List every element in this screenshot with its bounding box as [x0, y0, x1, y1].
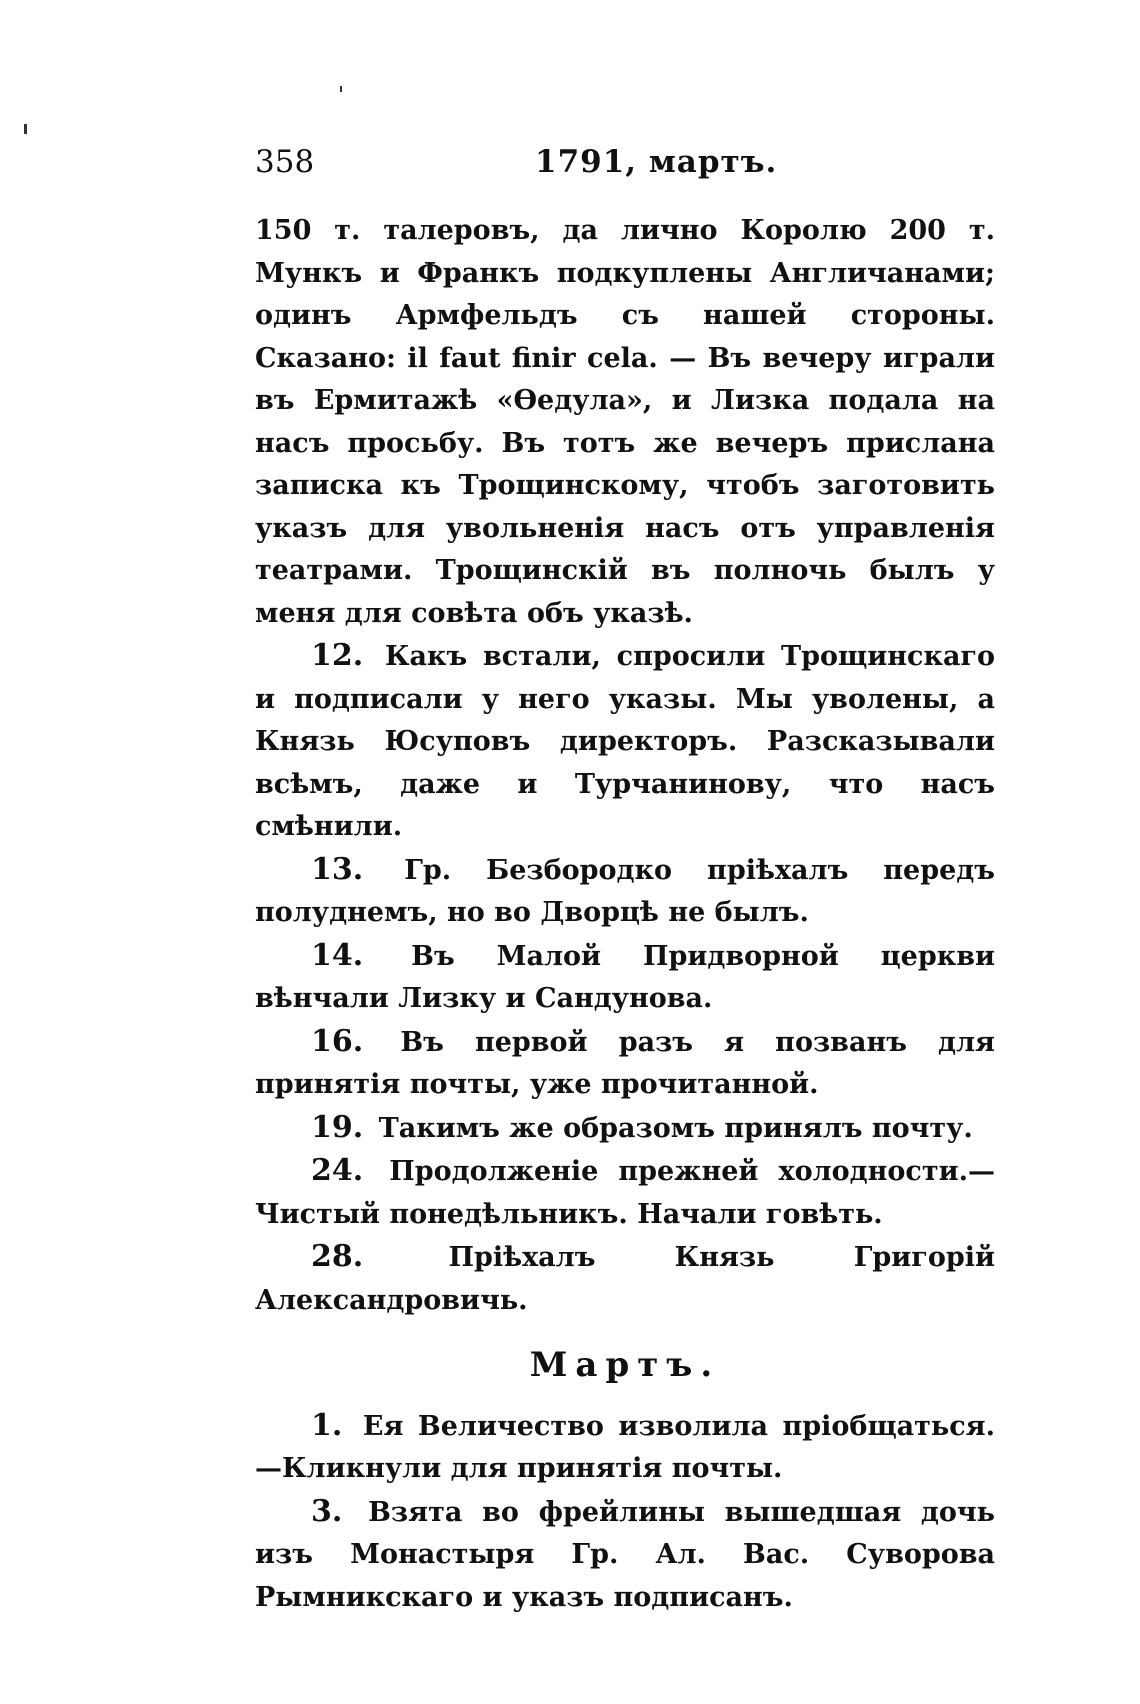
- entry-day: 14.: [311, 937, 364, 973]
- diary-entry: [255, 1150, 995, 1236]
- entry-day: 24.: [311, 1153, 364, 1188]
- entry-day: 16.: [311, 1023, 364, 1059]
- body-text: [255, 210, 995, 1619]
- entry-day: 19.: [311, 1109, 364, 1145]
- entry-text: Взята во фрейлины вышедшая дочь изъ Монастыря Гр. Ал. Вас. Суворова Рымникскаго и указъ подписанъ.: [255, 1496, 996, 1613]
- entry-day: 13.: [311, 851, 364, 887]
- entry-text: Въ первой разъ я позванъ для принятія почты, уже прочитанной.: [255, 1026, 996, 1100]
- paragraph-text: 150 т. талеровъ, да лично Королю 200 т. Мункъ и Франкъ подкуплены Англичанами; одинъ Армфельдъ съ нашей стороны. Сказано: il faut finir cela. — Въ вечеру играли въ Ермитажѣ «Ѳедула», и Лизка подала на насъ просьбу. Въ тотъ же вечеръ прислана записка къ Трощинскому, чтобъ заготовить указъ для увольненія насъ отъ управленія театрами. Трощинскій въ полночь былъ у меня для совѣта объ указѣ.: [255, 215, 995, 629]
- entry-day: 12.: [311, 638, 364, 673]
- scan-speck: [340, 86, 342, 92]
- page-number: 358: [255, 144, 315, 180]
- paragraph-continued: [255, 210, 995, 635]
- entry-text: Какъ встали, спросили Трощинскаго и подписали у него указы. Мы уволены, а Князь Юсуповъ директоръ. Разсказывали всѣмъ, даже и Турчанинову, что насъ смѣнили.: [255, 641, 995, 842]
- month-heading: Мартъ.: [529, 1345, 721, 1385]
- entry-day: 1.: [311, 1407, 343, 1443]
- entry-text: Въ Малой Придворной церкви вѣнчали Лизку и Сандунова.: [255, 940, 995, 1014]
- diary-entry: [255, 1405, 995, 1491]
- entry-text: Ея Величество изволила пріобщаться.—Кликнули для принятія почты.: [255, 1410, 995, 1484]
- entry-text: Пріѣхалъ Князь Григорій Александровичь.: [255, 1242, 995, 1316]
- diary-entry: [255, 1107, 995, 1151]
- diary-entry: [255, 1491, 995, 1620]
- entry-day: 3.: [311, 1493, 343, 1529]
- header-title: 1791, мартъ.: [535, 144, 778, 180]
- entry-text: Продолженіе прежней холодности.—Чистый понедѣльникъ. Начали говѣть.: [255, 1156, 995, 1230]
- diary-entry: [255, 849, 995, 935]
- entry-day: 28.: [311, 1239, 364, 1274]
- diary-entry: [255, 635, 995, 849]
- diary-entry: [255, 935, 995, 1021]
- diary-entry: [255, 1236, 995, 1322]
- scan-speck: [24, 124, 27, 134]
- entry-text: Такимъ же образомъ принялъ почту.: [378, 1112, 973, 1144]
- diary-entry: [255, 1021, 995, 1107]
- running-head: [255, 140, 995, 184]
- entry-text: Гр. Безбородко пріѣхалъ передъ полуднемъ, но во Дворцѣ не былъ.: [255, 854, 995, 928]
